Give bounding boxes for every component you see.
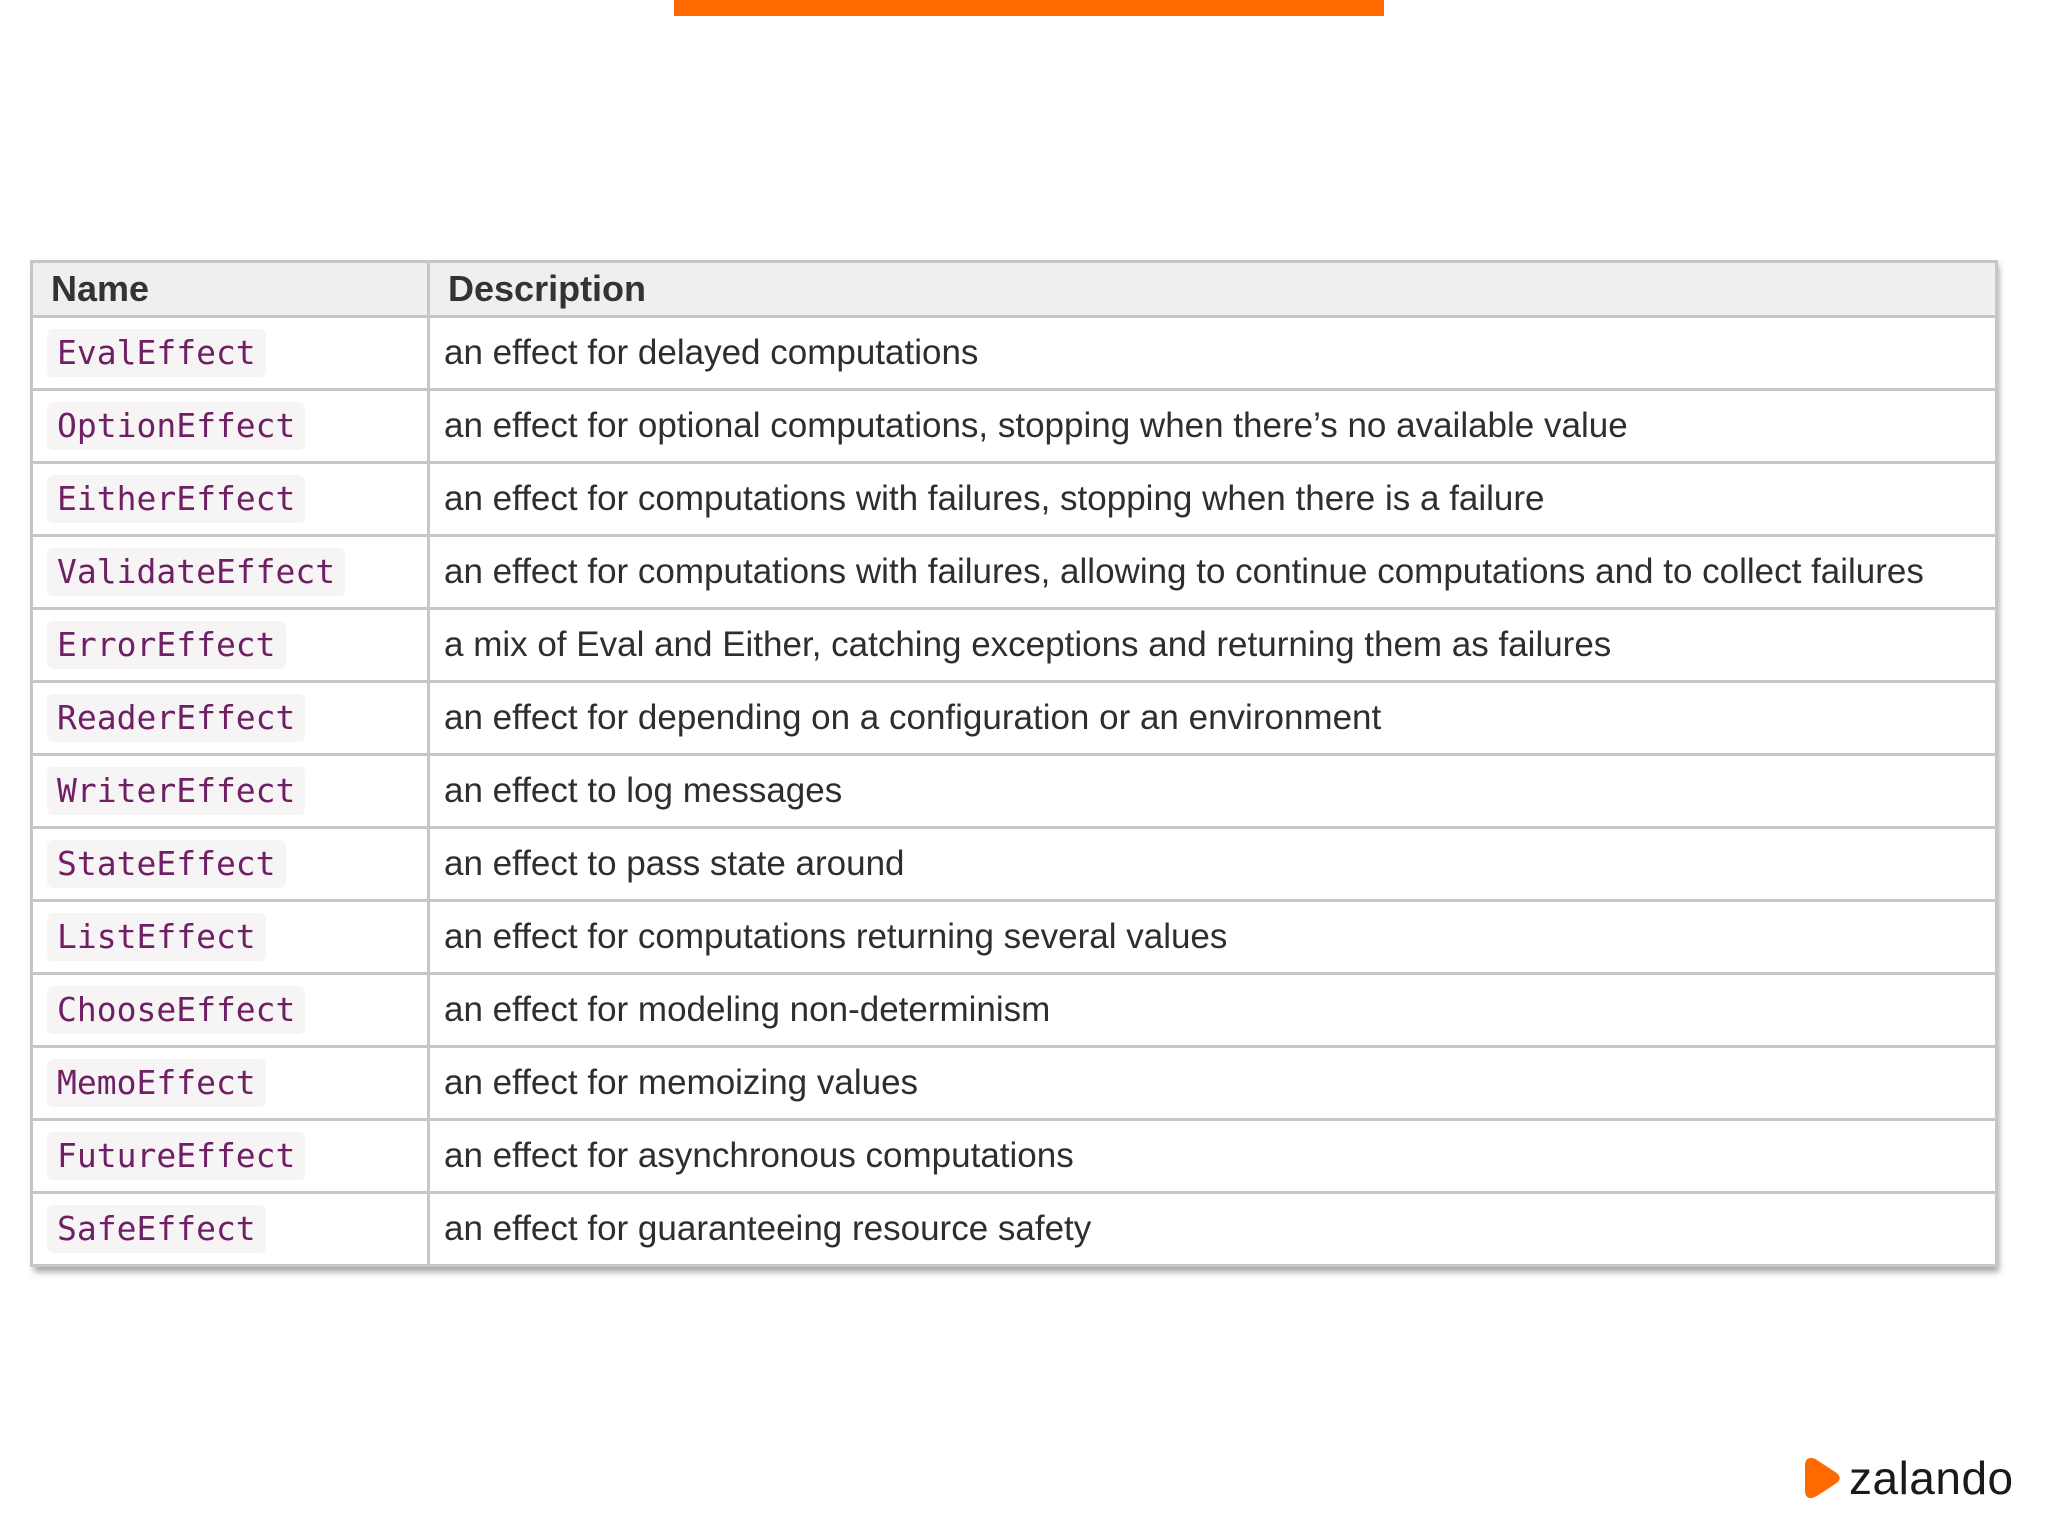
effects-table [30, 260, 1998, 1267]
table-row [32, 390, 1997, 463]
effect-name: MemoEffect [47, 1059, 266, 1107]
table-row [32, 1047, 1997, 1120]
table-row [32, 1193, 1997, 1266]
description-cell: an effect for computations with failures, allowing to continue computations and to collect failures [429, 536, 1997, 609]
name-cell [32, 682, 429, 755]
effect-name: WriterEffect [47, 767, 305, 815]
effect-name: FutureEffect [47, 1132, 305, 1180]
effect-name: EvalEffect [47, 329, 266, 377]
column-header-name: Name [32, 262, 429, 317]
zalando-play-icon [1805, 1456, 1841, 1500]
description-cell: an effect for computations with failures, stopping when there is a failure [429, 463, 1997, 536]
description-cell: an effect for modeling non-determinism [429, 974, 1997, 1047]
name-cell [32, 1047, 429, 1120]
table-row [32, 755, 1997, 828]
table-header-row [32, 262, 1997, 317]
column-header-description: Description [429, 262, 1997, 317]
description-cell: an effect for delayed computations [429, 317, 1997, 390]
description-cell: an effect for depending on a configuration or an environment [429, 682, 1997, 755]
description-cell: an effect to pass state around [429, 828, 1997, 901]
table-row [32, 536, 1997, 609]
effect-name: ErrorEffect [47, 621, 286, 669]
effect-name: ChooseEffect [47, 986, 305, 1034]
table-row [32, 609, 1997, 682]
name-cell [32, 1193, 429, 1266]
table-row [32, 1120, 1997, 1193]
name-cell [32, 463, 429, 536]
name-cell [32, 974, 429, 1047]
table-row [32, 901, 1997, 974]
name-cell [32, 317, 429, 390]
name-cell [32, 828, 429, 901]
table-row [32, 828, 1997, 901]
description-cell: an effect for guaranteeing resource safety [429, 1193, 1997, 1266]
description-cell: an effect for computations returning several values [429, 901, 1997, 974]
name-cell [32, 901, 429, 974]
description-cell: an effect for memoizing values [429, 1047, 1997, 1120]
name-cell [32, 1120, 429, 1193]
effect-name: ListEffect [47, 913, 266, 961]
name-cell [32, 755, 429, 828]
zalando-wordmark: zalando [1849, 1452, 2014, 1504]
effect-name: StateEffect [47, 840, 286, 888]
name-cell [32, 609, 429, 682]
description-cell: an effect for asynchronous computations [429, 1120, 1997, 1193]
effect-name: SafeEffect [47, 1205, 266, 1253]
name-cell [32, 536, 429, 609]
table-row [32, 317, 1997, 390]
effect-name: EitherEffect [47, 475, 305, 523]
top-accent-bar [674, 0, 1384, 16]
effect-name: ReaderEffect [47, 694, 305, 742]
table-row [32, 682, 1997, 755]
table-row [32, 974, 1997, 1047]
effects-table-container [30, 260, 1995, 1267]
effect-name: OptionEffect [47, 402, 305, 450]
zalando-logo [1805, 1452, 2014, 1504]
description-cell: a mix of Eval and Either, catching exceptions and returning them as failures [429, 609, 1997, 682]
effect-name: ValidateEffect [47, 548, 345, 596]
description-cell: an effect for optional computations, stopping when there’s no available value [429, 390, 1997, 463]
name-cell [32, 390, 429, 463]
description-cell: an effect to log messages [429, 755, 1997, 828]
table-row [32, 463, 1997, 536]
